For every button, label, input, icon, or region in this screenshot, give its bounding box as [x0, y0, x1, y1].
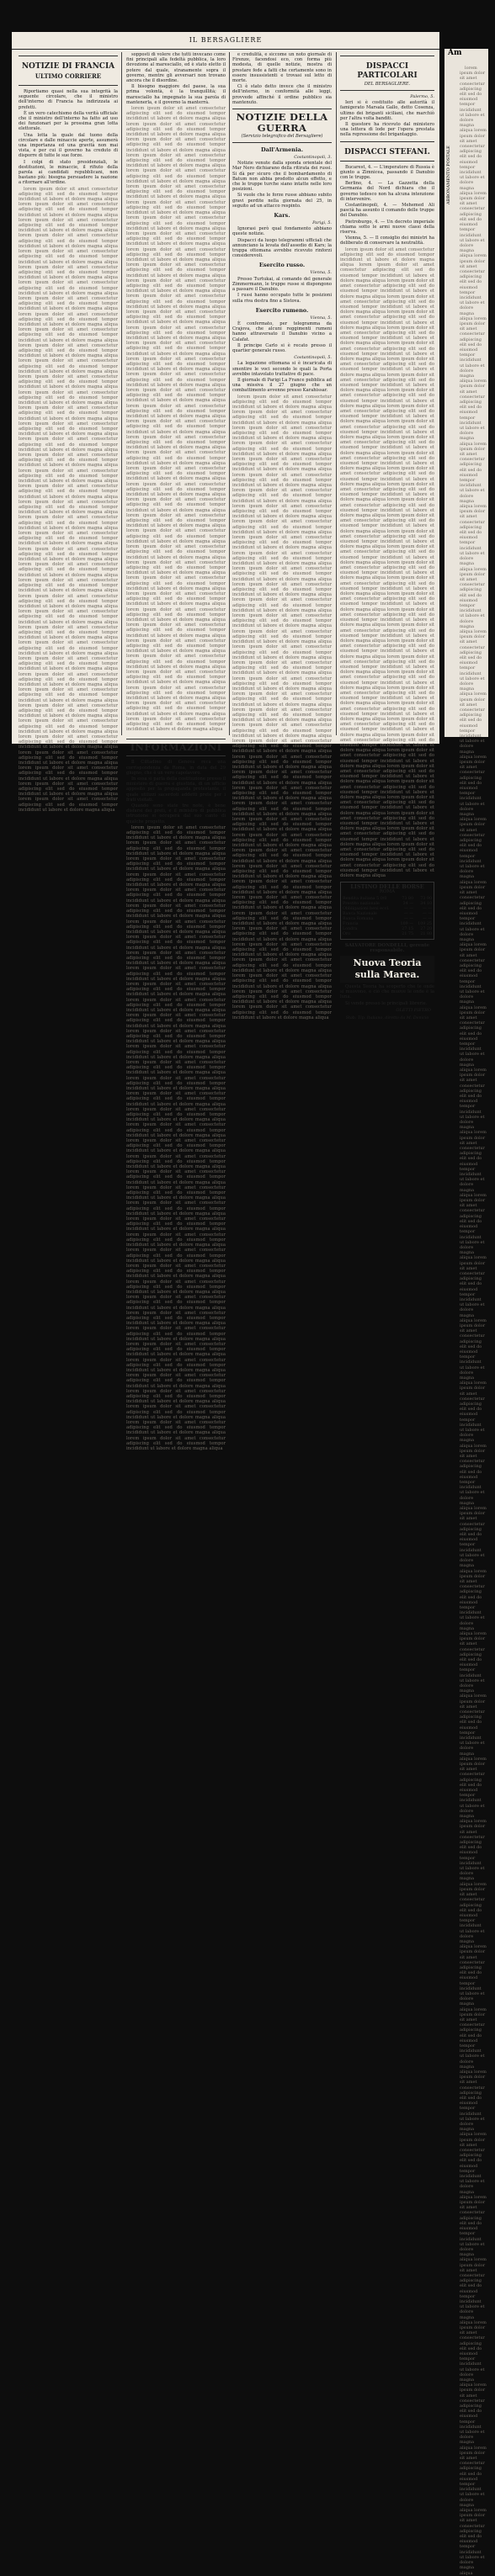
table-city: ROMA — [379, 889, 396, 895]
row-value: 21 75 — [402, 931, 413, 936]
row-value: 27 20 — [420, 926, 432, 931]
filler-text: lorem ipsum dolor sit amet consectetur adipiscing elit sed do eiusmod tempor incididunt ut labore et dolore magna aliqua lorem ipsum dolor sit amet consectetur adipiscing elit sed do eiusmod tempor incididunt ut labore et dolore magna aliqua lorem ipsum dolor sit amet consectetur adipiscing elit sed do eiusmod tempor incididunt ut labore et dolore magna aliqua lorem ipsum dolor sit amet consectetur adipiscing elit sed do eiusmod tempor incididunt ut labore et dolore magna aliqua lorem ipsum dolor sit amet consectetur adipiscing elit sed do eiusmod tempor incididunt ut labore et dolore magna aliqua lorem ipsum dolor sit amet consectetur adipiscing elit sed do eiusmod tempor incididunt ut labore et dolore magna aliqua lorem ipsum dolor sit amet consectetur adipiscing elit sed do eiusmod tempor incididunt ut labore et dolore magna aliqua lorem ipsum dolor sit amet consectetur adipiscing elit sed do eiusmod tempor incididunt ut labore et dolore magna aliqua lorem ipsum dolor sit amet consectetur adipiscing elit sed do eiusmod tempor incididunt ut labore et dolore magna aliqua lorem ipsum dolor sit amet consectetur adipiscing elit sed do eiusmod tempor incididunt ut labore et dolore magna aliqua lorem ipsum dolor sit amet consectetur adipiscing elit sed do eiusmod tempor incididunt ut labore et dolore magna aliqua lorem ipsum dolor sit amet consectetur adipiscing elit sed do eiusmod tempor incididunt ut labore et dolore magna aliqua lorem ipsum dolor sit amet consectetur adipiscing elit sed do eiusmod tempor incididunt ut labore et dolore magna aliqua lorem ipsum dolor sit amet consectetur adipiscing elit sed do eiusmod tempor incididunt ut labore et dolore magna aliqua lorem ipsum dolor sit amet consectetur adipiscing elit sed do eiusmod tempor incididunt ut labore et dolore magna aliqua lorem ipsum dolor sit amet consectetur adipiscing elit sed do eiusmod tempor incididunt ut labore et dolore magna aliqua lorem ipsum dolor sit amet consectetur adipiscing elit sed do eiusmod tempor incididunt ut labore et dolore magna aliqua lorem ipsum dolor sit amet consectetur adipiscing elit sed do eiusmod tempor incididunt ut labore et dolore magna aliqua lorem ipsum dolor sit amet consectetur adipiscing elit sed do eiusmod tempor incididunt ut labore et dolore magna aliqua lorem ipsum dolor sit amet consectetur adipiscing elit sed do eiusmod tempor incididunt ut labore et dolore magna aliqua lorem ipsum dolor sit amet consectetur adipiscing elit sed do eiusmod tempor incididunt ut labore et dolore magna aliqua lorem ipsum dolor sit amet consectetur adipiscing elit sed do eiusmod tempor incididunt ut labore et dolore magna aliqua lorem ipsum dolor sit amet consectetur adipiscing elit sed do eiusmod tempor incididunt ut labore et dolore magna aliqua lorem ipsum dolor sit amet consectetur adipiscing elit sed do eiusmod tempor incididunt ut labore et dolore magna aliqua lorem ipsum dolor sit amet consectetur adipiscing elit sed do eiusmod tempor incididunt ut labore et dolore magna aliqua lorem ipsum dolor sit amet consectetur adipiscing elit sed do eiusmod tempor incididunt ut labore et dolore magna aliqua lorem ipsum dolor sit amet consectetur adipiscing elit sed do eiusmod tempor incididunt ut labore et dolore magna aliqua lorem ipsum dolor sit amet consectetur adipiscing elit sed do eiusmod tempor incididunt ut labore et dolore magna aliqua lorem ipsum dolor sit amet consectetur adipiscing elit sed do eiusmod tempor incididunt ut labore et dolore magna aliqua lorem ipsum dolor sit amet consectetur adipiscing elit sed do eiusmod tempor incididunt ut labore et dolore magna aliqua lorem ipsum dolor sit amet consectetur adipiscing elit sed do eiusmod tempor incididunt ut labore et dolore magna aliqua lorem ipsum dolor sit amet consectetur adipiscing elit sed do eiusmod tempor incididunt ut labore et dolore magna aliqua lorem ipsum dolor sit amet consectetur adipiscing elit sed do eiusmod tempor incididunt ut labore et dolore magna aliqua lorem ipsum dolor sit amet consectetur adipiscing elit sed do eiusmod tempor incididunt ut labore et dolore magna aliqua lorem ipsum dolor sit amet consectetur adipiscing elit sed do eiusmod tempor incididunt ut labore et dolore magna aliqua lorem ipsum dolor sit amet consectetur adipiscing elit sed do eiusmod tempor incididunt ut labore et dolore magna aliqua lorem ipsum dolor sit amet consectetur adipiscing elit sed do eiusmod tempor incididunt ut labore et dolore magna aliqua lorem ipsum dolor sit amet consectetur adipiscing elit sed do eiusmod tempor incididunt ut labore et dolore magna aliqua lorem ipsum dolor sit amet consectetur adipiscing elit sed do eiusmod tempor incididunt ut labore et dolore magna aliqua lorem ipsum dolor sit amet consectetur adipiscing elit sed do eiusmod tempor incididunt ut labore et dolore magna aliqua — [126, 106, 226, 733]
dateline: Costantinopoli, 5. — [294, 355, 332, 361]
section-title: DISPACCI PARTICOLARI — [357, 62, 418, 80]
column-rule — [121, 52, 122, 735]
column-3 — [232, 52, 332, 1020]
subheading: Dall'Armenia. — [261, 146, 303, 154]
section-heading-box — [340, 141, 434, 162]
row-label: Rendita italiana 5 0/0 — [343, 896, 387, 901]
section-subtitle: DEL BERSAGLIERE. — [364, 82, 411, 87]
article-paragraph: e credulità, e siccome un noto giornale di Firenze, facendosi eco, con forma più modesta, di quelle notizie, mostra di prestare fede a fatti che certamente sono in essere insussistenti e trovasi sul letto di morte. — [232, 52, 332, 84]
masthead-title: IL BERSAGLIERE — [189, 36, 263, 44]
article-paragraph: Bucarest, 4. — L'imperatore di Russia è giunto a Zimnicea, passando il Danubio con le truppe. — [340, 164, 434, 181]
stock-listing-table — [340, 882, 434, 939]
article-paragraph: Berlino, 4. — La Gazzetta della Germania del Nord dichiara che il governo tedesco non ha alcuna intenzione di intervenire. — [340, 181, 434, 202]
table-title: LISTINO DELLE BORSE — [350, 883, 424, 891]
dateline: Palermo, 5. — [410, 94, 434, 99]
row-label: Londra — [343, 926, 358, 931]
article-paragraph: Costantinopoli, 4. — Mehemed Ali pascià ha assunto il comando delle truppe del Danubio. — [340, 203, 434, 219]
column-rule — [229, 52, 230, 735]
row-value: — — — [422, 916, 432, 921]
article-paragraph: Quando sono state tre note, è bene disfarsi dei preti, e il ministro di pubblica istruzione si occuperà dal suo canto di qualche progetto. — [126, 803, 226, 824]
row-value: 34 — — [402, 901, 413, 906]
table-row — [343, 932, 432, 937]
dateline: Vienna, 5. — [310, 315, 332, 321]
dateline: Vienna, 5. — [310, 270, 332, 276]
article-paragraph: sopposti di volere che tutti invecano come fini principali alla fedeltà pubblica, la loro devozione al maresciallo, ed è stato eletto il potere dal quale, stranamente sopra il governo, mentre gli avversari non trovano ancora che il disordine. — [126, 52, 226, 84]
article-paragraph: Pietroburgo, 4. — Un decreto imperiale chiama sotto le armi nuove classi della riserva. — [340, 219, 434, 236]
row-value: — — — [403, 916, 413, 921]
article-paragraph: Il giornale di Parigi La France pubblica ad una missiva il 27 giugno che un combattimento avvenne presso Karahissar. — [232, 377, 332, 394]
printer-imprint: Stab. Tip. Italiano, diretto da M. Denicio — [345, 1016, 429, 1021]
section-title: DISPACCI STEFANI. — [344, 147, 430, 156]
filler-text: lorem ipsum dolor sit amet consectetur adipiscing elit sed do eiusmod tempor incididunt ut labore et dolore magna aliqua lorem ipsum dolor sit amet consectetur adipiscing elit sed do eiusmod tempor incididunt ut labore et dolore magna aliqua lorem ipsum dolor sit amet consectetur adipiscing elit sed do eiusmod tempor incididunt ut labore et dolore magna aliqua lorem ipsum dolor sit amet consectetur adipiscing elit sed do eiusmod tempor incididunt ut labore et dolore magna aliqua lorem ipsum dolor sit amet consectetur adipiscing elit sed do eiusmod tempor incididunt ut labore et dolore magna aliqua lorem ipsum dolor sit amet consectetur adipiscing elit sed do eiusmod tempor incididunt ut labore et dolore magna aliqua lorem ipsum dolor sit amet consectetur adipiscing elit sed do eiusmod tempor incididunt ut labore et dolore magna aliqua lorem ipsum dolor sit amet consectetur adipiscing elit sed do eiusmod tempor incididunt ut labore et dolore magna aliqua lorem ipsum dolor sit amet consectetur adipiscing elit sed do eiusmod tempor incididunt ut labore et dolore magna aliqua lorem ipsum dolor sit amet consectetur adipiscing elit sed do eiusmod tempor incididunt ut labore et dolore magna aliqua lorem ipsum dolor sit amet consectetur adipiscing elit sed do eiusmod tempor incididunt ut labore et dolore magna aliqua lorem ipsum dolor sit amet consectetur adipiscing elit sed do eiusmod tempor incididunt ut labore et dolore magna aliqua lorem ipsum dolor sit amet consectetur adipiscing elit sed do eiusmod tempor incididunt ut labore et dolore magna aliqua lorem ipsum dolor sit amet consectetur adipiscing elit sed do eiusmod tempor incididunt ut labore et dolore magna aliqua lorem ipsum dolor sit amet consectetur adipiscing elit sed do eiusmod tempor incididunt ut labore et dolore magna aliqua lorem ipsum dolor sit amet consectetur adipiscing elit sed do eiusmod tempor incididunt ut labore et dolore magna aliqua lorem ipsum dolor sit amet consectetur adipiscing elit sed do eiusmod tempor incididunt ut labore et dolore magna aliqua lorem ipsum dolor sit amet consectetur adipiscing elit sed do eiusmod tempor incididunt ut labore et dolore magna aliqua lorem ipsum dolor sit amet consectetur adipiscing elit sed do eiusmod tempor incididunt ut labore et dolore magna aliqua lorem ipsum dolor sit amet consectetur adipiscing elit sed do eiusmod tempor incididunt ut labore et dolore magna aliqua lorem ipsum dolor sit amet consectetur adipiscing elit sed do eiusmod tempor incididunt ut labore et dolore magna aliqua lorem ipsum dolor sit amet consectetur adipiscing elit sed do eiusmod tempor incididunt ut labore et dolore magna aliqua lorem ipsum dolor sit amet consectetur adipiscing elit sed do eiusmod tempor incididunt ut labore et dolore magna aliqua lorem ipsum dolor sit amet consectetur adipiscing elit sed do eiusmod tempor incididunt ut labore et dolore magna aliqua lorem ipsum dolor sit amet consectetur adipiscing elit sed do eiusmod tempor incididunt ut labore et dolore magna aliqua lorem ipsum dolor sit amet consectetur adipiscing elit sed do eiusmod tempor incididunt ut labore et dolore magna aliqua lorem ipsum dolor sit amet consectetur adipiscing elit sed do eiusmod tempor incididunt ut labore et dolore magna aliqua lorem ipsum dolor sit amet consectetur adipiscing elit sed do eiusmod tempor incididunt ut labore et dolore magna aliqua lorem ipsum dolor sit amet consectetur adipiscing elit sed do eiusmod tempor incididunt ut labore et dolore magna aliqua lorem ipsum dolor sit amet consectetur adipiscing elit sed do eiusmod tempor incididunt ut labore et dolore magna aliqua lorem ipsum dolor sit amet consectetur adipiscing elit sed do eiusmod tempor incididunt ut labore et dolore magna aliqua lorem ipsum dolor sit amet consectetur adipiscing elit sed do eiusmod tempor incididunt ut labore et dolore magna aliqua lorem ipsum dolor sit amet consectetur adipiscing elit sed do eiusmod tempor incididunt ut labore et dolore magna aliqua lorem ipsum dolor sit amet consectetur adipiscing elit sed do eiusmod tempor incididunt ut labore et dolore magna aliqua lorem ipsum dolor sit amet consectetur adipiscing elit sed do eiusmod tempor incididunt ut labore et dolore magna aliqua lorem ipsum dolor sit amet consectetur adipiscing elit sed do eiusmod tempor incididunt ut labore et dolore magna aliqua lorem ipsum dolor sit amet consectetur adipiscing elit sed do eiusmod tempor incididunt ut labore et dolore magna aliqua lorem ipsum dolor sit amet consectetur adipiscing elit sed do eiusmod tempor incididunt ut labore et dolore magna aliqua lorem ipsum dolor sit amet consectetur adipiscing elit sed do eiusmod tempor incididunt ut labore et dolore magna aliqua lorem ipsum dolor sit amet consectetur adipiscing elit sed do eiusmod tempor incididunt ut labore et dolore magna aliqua — [232, 394, 332, 1020]
row-label: Prestito nazionale — [343, 901, 380, 906]
row-value: 109 — — [400, 921, 413, 926]
row-value: 109 25 — [418, 921, 432, 926]
article-paragraph: È un vero catechismo della verità ufficiale che il ministro dell'interno ha fatto ad uso dei funzionari per la prossima gran lotta elettorale. — [19, 110, 118, 132]
row-value: — — — [403, 906, 413, 911]
section-title: NOTIZIE DELLA GUERRA — [236, 111, 328, 135]
row-label: Francia — [343, 921, 359, 926]
section-subtitle: (Servizio telegrafico del Bersagliere) — [241, 134, 323, 140]
article-paragraph: Si vuole che le forze russe abbiano subito gravi perdite nella giornata del 25, in seguito ad un attacco respinto. — [232, 193, 332, 209]
article-paragraph: Il principe Carlo si è recato presso il quartier generale russo. — [232, 342, 332, 353]
section-heading-box — [19, 56, 118, 86]
article-paragraph: I colpi di stato presidenziali, le destituzioni, le minaccie, il rifiuto della parola ai candidati repubblicani, non bastano più: bisogna persuadere la nazione a ritornare all'ordine. — [19, 159, 118, 186]
column-rule — [336, 52, 337, 735]
ad-paragraph: Questa Teoria ha scoperto che le onde si muovono, e ciò che muove le onde è la luna. — [340, 984, 434, 1000]
newspaper-page — [12, 32, 439, 1452]
ad-paragraph: Si vende presso le principali librerie. — [345, 1000, 428, 1006]
article-paragraph: Ieri si è costituito alle autorità il famigerato Marsala Gallo, detto Cosenza, ultimo dei briganti siciliani, che marchiò per l'altra volta banditi. — [340, 100, 434, 121]
subheading: Esercito rumeno. — [255, 306, 309, 314]
signer-line: SALVATORE DONDELLI, gerente responsabile. — [344, 942, 430, 953]
filler-text: lorem ipsum dolor sit amet consectetur adipiscing elit sed do eiusmod tempor incididunt ut labore et dolore magna aliqua lorem ipsum dolor sit amet consectetur adipiscing elit sed do eiusmod tempor incididunt ut labore et dolore magna aliqua lorem ipsum dolor sit amet consectetur adipiscing elit sed do eiusmod tempor incididunt ut labore et dolore magna aliqua lorem ipsum dolor sit amet consectetur adipiscing elit sed do eiusmod tempor incididunt ut labore et dolore magna aliqua lorem ipsum dolor sit amet consectetur adipiscing elit sed do eiusmod tempor incididunt ut labore et dolore magna aliqua lorem ipsum dolor sit amet consectetur adipiscing elit sed do eiusmod tempor incididunt ut labore et dolore magna aliqua lorem ipsum dolor sit amet consectetur adipiscing elit sed do eiusmod tempor incididunt ut labore et dolore magna aliqua lorem ipsum dolor sit amet consectetur adipiscing elit sed do eiusmod tempor incididunt ut labore et dolore magna aliqua lorem ipsum dolor sit amet consectetur adipiscing elit sed do eiusmod tempor incididunt ut labore et dolore magna aliqua lorem ipsum dolor sit amet consectetur adipiscing elit sed do eiusmod tempor incididunt ut labore et dolore magna aliqua lorem ipsum dolor sit amet consectetur adipiscing elit sed do eiusmod tempor incididunt ut labore et dolore magna aliqua lorem ipsum dolor sit amet consectetur adipiscing elit sed do eiusmod tempor incididunt ut labore et dolore magna aliqua lorem ipsum dolor sit amet consectetur adipiscing elit sed do eiusmod tempor incididunt ut labore et dolore magna aliqua lorem ipsum dolor sit amet consectetur adipiscing elit sed do eiusmod tempor incididunt ut labore et dolore magna aliqua lorem ipsum dolor sit amet consectetur adipiscing elit sed do eiusmod tempor incididunt ut labore et dolore magna aliqua lorem ipsum dolor sit amet consectetur adipiscing elit sed do eiusmod tempor incididunt ut labore et dolore magna aliqua lorem ipsum dolor sit amet consectetur adipiscing elit sed do eiusmod tempor incididunt ut labore et dolore magna aliqua lorem ipsum dolor sit amet consectetur adipiscing elit sed do eiusmod tempor incididunt ut labore et dolore magna aliqua lorem ipsum dolor sit amet consectetur adipiscing elit sed do eiusmod tempor incididunt ut labore et dolore magna aliqua lorem ipsum dolor sit amet consectetur adipiscing elit sed do eiusmod tempor incididunt ut labore et dolore magna aliqua lorem ipsum dolor sit amet consectetur adipiscing elit sed do eiusmod tempor incididunt ut labore et dolore magna aliqua lorem ipsum dolor sit amet consectetur adipiscing elit sed do eiusmod tempor incididunt ut labore et dolore magna aliqua lorem ipsum dolor sit amet consectetur adipiscing elit sed do eiusmod tempor incididunt ut labore et dolore magna aliqua lorem ipsum dolor sit amet consectetur adipiscing elit sed do eiusmod tempor incididunt ut labore et dolore magna aliqua lorem ipsum dolor sit amet consectetur adipiscing elit sed do eiusmod tempor incididunt ut labore et dolore magna aliqua lorem ipsum dolor sit amet consectetur adipiscing elit sed do eiusmod tempor incididunt ut labore et dolore magna aliqua lorem ipsum dolor sit amet consectetur adipiscing elit sed do eiusmod tempor incididunt ut labore et dolore magna aliqua lorem ipsum dolor sit amet consectetur adipiscing elit sed do eiusmod tempor incididunt ut labore et dolore magna aliqua lorem ipsum dolor sit amet consectetur adipiscing elit sed do eiusmod tempor incididunt ut labore et dolore magna aliqua lorem ipsum dolor sit amet consectetur adipiscing elit sed do eiusmod tempor incididunt ut labore et dolore magna aliqua lorem ipsum dolor sit amet consectetur adipiscing elit sed do eiusmod tempor incididunt ut labore et dolore magna aliqua lorem ipsum dolor sit amet consectetur adipiscing elit sed do eiusmod tempor incididunt ut labore et dolore magna aliqua lorem ipsum dolor sit amet consectetur adipiscing elit sed do eiusmod tempor incididunt ut labore et dolore magna aliqua lorem ipsum dolor sit amet consectetur adipiscing elit sed do eiusmod tempor incididunt ut labore et dolore magna aliqua lorem ipsum dolor sit amet consectetur adipiscing elit sed do eiusmod tempor incididunt ut labore et dolore magna aliqua lorem ipsum dolor sit amet consectetur adipiscing elit sed do eiusmod tempor incididunt ut labore et dolore magna aliqua lorem ipsum dolor sit amet consectetur adipiscing elit sed do eiusmod tempor incididunt ut labore et dolore magna aliqua lorem ipsum dolor sit amet consectetur adipiscing elit sed do eiusmod tempor incididunt ut labore et dolore magna aliqua lorem ipsum dolor sit amet consectetur adipiscing elit sed do eiusmod tempor incididunt ut labore et dolore magna aliqua lorem ipsum dolor sit amet consectetur adipiscing elit sed do eiusmod tempor incididunt ut labore et dolore magna aliqua — [19, 186, 118, 813]
article-paragraph: Il bisogno maggiore del paese, la sua prima volontà, è la tranquillità; il maresciallo ha impegnato la sua parola di mantenerla, e il governo la manterrà. — [126, 84, 226, 105]
row-value: 27 15 — [402, 926, 413, 931]
section-heading-box — [340, 56, 434, 91]
article-paragraph: Dispacci da luogo telegrammi ufficiali che annunciano la levata dell'assedio di Kars; la truppa ottomana avrebbe ricevuto rinforzi considerevoli. — [232, 237, 332, 259]
adjacent-page-fragment — [444, 49, 488, 2576]
section-heading-box — [232, 109, 332, 143]
row-label: Obbligazioni beni eccl. — [343, 906, 390, 911]
row-value: — — — [422, 906, 432, 911]
row-value: 73 80 — [402, 896, 413, 901]
article-paragraph: Presso Turtukai, al comando del generale Zimmermann, le truppe russe si dispongono a passare il Danubio. — [232, 276, 332, 293]
table-body — [343, 897, 432, 937]
article-paragraph: In essa si parla della costituzione presso il ministero di guerra e giustizia, di un ufficio apposito per la propaganda protestante, il quale utilizzi sacerdoti addetti prete per i frati visitati. — [126, 777, 226, 803]
page-header — [12, 32, 439, 50]
section-heading-box — [126, 739, 226, 756]
section-title: INFORMAZIONI — [130, 741, 222, 754]
row-label: Oro — [343, 931, 351, 936]
column-4 — [340, 52, 434, 1021]
row-value: — — — [403, 911, 413, 916]
article-paragraph: Notizie venute dalla sponda orientale del Mar Nero dichiarano della ritirata dei russi. Si dà per sicuro che il bombardamento di Batum non abbia prodotto alcun effetto, e che le truppe turche siano intatte nelle loro posizioni. — [232, 161, 332, 193]
advertisement-title: Nuova Teoria sulla Marea. — [340, 956, 434, 983]
adjacent-page-vertical-label: ABBONAMENTO POSTALE — [446, 146, 451, 204]
dateline: Costantinopoli, 3. — [294, 155, 332, 161]
filler-text: lorem ipsum dolor sit amet consectetur adipiscing elit sed do eiusmod tempor incididunt ut labore et dolore magna aliqua lorem ipsum dolor sit amet consectetur adipiscing elit sed do eiusmod tempor incididunt ut labore et dolore magna aliqua lorem ipsum dolor sit amet consectetur adipiscing elit sed do eiusmod tempor incididunt ut labore et dolore magna aliqua lorem ipsum dolor sit amet consectetur adipiscing elit sed do eiusmod tempor incididunt ut labore et dolore magna aliqua lorem ipsum dolor sit amet consectetur adipiscing elit sed do eiusmod tempor incididunt ut labore et dolore magna aliqua lorem ipsum dolor sit amet consectetur adipiscing elit sed do eiusmod tempor incididunt ut labore et dolore magna aliqua lorem ipsum dolor sit amet consectetur adipiscing elit sed do eiusmod tempor incididunt ut labore et dolore magna aliqua lorem ipsum dolor sit amet consectetur adipiscing elit sed do eiusmod tempor incididunt ut labore et dolore magna aliqua lorem ipsum dolor sit amet consectetur adipiscing elit sed do eiusmod tempor incididunt ut labore et dolore magna aliqua lorem ipsum dolor sit amet consectetur adipiscing elit sed do eiusmod tempor incididunt ut labore et dolore magna aliqua lorem ipsum dolor sit amet consectetur adipiscing elit sed do eiusmod tempor incididunt ut labore et dolore magna aliqua lorem ipsum dolor sit amet consectetur adipiscing elit sed do eiusmod tempor incididunt ut labore et dolore magna aliqua lorem ipsum dolor sit amet consectetur adipiscing elit sed do eiusmod tempor incididunt ut labore et dolore magna aliqua lorem ipsum dolor sit amet consectetur adipiscing elit sed do eiusmod tempor incididunt ut labore et dolore magna aliqua lorem ipsum dolor sit amet consectetur adipiscing elit sed do eiusmod tempor incididunt ut labore et dolore magna aliqua lorem ipsum dolor sit amet consectetur adipiscing elit sed do eiusmod tempor incididunt ut labore et dolore magna aliqua lorem ipsum dolor sit amet consectetur adipiscing elit sed do eiusmod tempor incididunt ut labore et dolore magna aliqua lorem ipsum dolor sit amet consectetur adipiscing elit sed do eiusmod tempor incididunt ut labore et dolore magna aliqua lorem ipsum dolor sit amet consectetur adipiscing elit sed do eiusmod tempor incididunt ut labore et dolore magna aliqua lorem ipsum dolor sit amet consectetur adipiscing elit sed do eiusmod tempor incididunt ut labore et dolore magna aliqua lorem ipsum dolor sit amet consectetur adipiscing elit sed do eiusmod tempor incididunt ut labore et dolore magna aliqua lorem ipsum dolor sit amet consectetur adipiscing elit sed do eiusmod tempor incididunt ut labore et dolore magna aliqua lorem ipsum dolor sit amet consectetur adipiscing elit sed do eiusmod tempor incididunt ut labore et dolore magna aliqua lorem ipsum dolor sit amet consectetur adipiscing elit sed do eiusmod tempor incididunt ut labore et dolore magna aliqua lorem ipsum dolor sit amet consectetur adipiscing elit sed do eiusmod tempor incididunt ut labore et dolore magna aliqua lorem ipsum dolor sit amet consectetur adipiscing elit sed do eiusmod tempor incididunt ut labore et dolore magna aliqua lorem ipsum dolor sit amet consectetur adipiscing elit sed do eiusmod tempor incididunt ut labore et dolore magna aliqua lorem ipsum dolor sit amet consectetur adipiscing elit sed do eiusmod tempor incididunt ut labore et dolore magna aliqua lorem ipsum dolor sit amet consectetur adipiscing elit sed do eiusmod tempor incididunt ut labore et dolore magna aliqua lorem ipsum dolor sit amet consectetur adipiscing elit sed do eiusmod tempor incididunt ut labore et dolore magna aliqua lorem ipsum dolor sit amet consectetur adipiscing elit sed do eiusmod tempor incididunt ut labore et dolore magna aliqua lorem ipsum dolor sit amet consectetur adipiscing elit sed do eiusmod tempor incididunt ut labore et dolore magna aliqua lorem ipsum dolor sit amet consectetur adipiscing elit sed do eiusmod tempor incididunt ut labore et dolore magna aliqua lorem ipsum dolor sit amet consectetur adipiscing elit sed do eiusmod tempor incididunt ut labore et dolore magna aliqua lorem ipsum dolor sit amet consectetur adipiscing elit sed do eiusmod tempor incididunt ut labore et dolore magna aliqua lorem ipsum dolor sit amet consectetur adipiscing elit sed do eiusmod tempor incididunt ut labore et dolore magna aliqua lorem ipsum dolor sit amet consectetur adipiscing elit sed do eiusmod tempor incididunt ut labore et dolore magna aliqua lorem ipsum dolor sit amet consectetur adipiscing elit sed do eiusmod tempor incididunt ut labore et dolore magna aliqua lorem ipsum dolor sit amet consectetur adipiscing elit sed do eiusmod tempor incididunt ut labore et dolore magna aliqua lorem ipsum dolor sit amet consectetur adipiscing elit sed do eiusmod tempor incididunt ut labore et dolore magna aliqua — [126, 824, 226, 1452]
section-title: NOTIZIE DI FRANCIA — [21, 62, 115, 71]
row-value: 34 10 — [420, 901, 432, 906]
article-paragraph: I russi hanno occupato tutte le posizioni sulla riva destra fino a Sistova. — [232, 293, 332, 304]
article-paragraph: È confermato, per telegramma da Crajova, che alcuni reggimenti rumeni hanno attraversato il Danubio vicino a Calafat. — [232, 321, 332, 342]
article-paragraph: Ignorasi però qual fondamento abbiano queste notizie. — [232, 226, 332, 237]
article-paragraph: Una lotta la quale dal tuono della circolare e dalle minaccie aperte, assumerà una importanza ed una gravità non mai vista, e per cui il governo ha creduto di disporre di tutte le sue forze. — [19, 132, 118, 159]
subheading: Kars. — [274, 212, 290, 220]
article-paragraph: Riportiamo quasi nella sua integrità la seguente circolare, che il ministro dell'interno di Francia ha indirizzata ai prefetti. — [19, 89, 118, 110]
adjacent-page-heading: Am — [448, 49, 462, 57]
column-2 — [126, 52, 226, 1452]
article-paragraph: Vienna, 5. — Il consiglio dei ministri ha deliberato di conservare la neutralità. — [340, 236, 434, 246]
row-value: 21 80 — [420, 931, 432, 936]
row-value: — — — [422, 911, 432, 916]
section-subtitle: ULTIMO CORRIERE — [35, 72, 102, 80]
ad-signature: OLETTI PIETRO — [396, 1007, 431, 1013]
row-label: Banca Romana — [343, 916, 374, 921]
article-paragraph: Il questore ha ricevuto dal ministero una lettera di lode per l'opera prestata nella repressione del brigantaggio. — [340, 122, 434, 138]
article-paragraph: Ci è stato detto invece che il ministro dell'interno, in conformità alle leggi, provvede affinché il ordine pubblico sia mantenuto. — [232, 84, 332, 105]
filler-text: lorem ipsum dolor sit amet consectetur adipiscing elit sed do eiusmod tempor incididunt ut labore et dolore magna aliqua lorem ipsum dolor sit amet consectetur adipiscing elit sed do eiusmod tempor incididunt ut labore et dolore magna aliqua lorem ipsum dolor sit amet consectetur adipiscing elit sed do eiusmod tempor incididunt ut labore et dolore magna aliqua lorem ipsum dolor sit amet consectetur adipiscing elit sed do eiusmod tempor incididunt ut labore et dolore magna aliqua lorem ipsum dolor sit amet consectetur adipiscing elit sed do eiusmod tempor incididunt ut labore et dolore magna aliqua lorem ipsum dolor sit amet consectetur adipiscing elit sed do eiusmod tempor incididunt ut labore et dolore magna aliqua lorem ipsum dolor sit amet consectetur adipiscing elit sed do eiusmod tempor incididunt ut labore et dolore magna aliqua lorem ipsum dolor sit amet consectetur adipiscing elit sed do eiusmod tempor incididunt ut labore et dolore magna aliqua lorem ipsum dolor sit amet consectetur adipiscing elit sed do eiusmod tempor incididunt ut labore et dolore magna aliqua lorem ipsum dolor sit amet consectetur adipiscing elit sed do eiusmod tempor incididunt ut labore et dolore magna aliqua lorem ipsum dolor sit amet consectetur adipiscing elit sed do eiusmod tempor incididunt ut labore et dolore magna aliqua lorem ipsum dolor sit amet consectetur adipiscing elit sed do eiusmod tempor incididunt ut labore et dolore magna aliqua lorem ipsum dolor sit amet consectetur adipiscing elit sed do eiusmod tempor incididunt ut labore et dolore magna aliqua lorem ipsum dolor sit amet consectetur adipiscing elit sed do eiusmod tempor incididunt ut labore et dolore magna aliqua lorem ipsum dolor sit amet consectetur adipiscing elit sed do eiusmod tempor incididunt ut labore et dolore magna aliqua lorem ipsum dolor sit amet consectetur adipiscing elit sed do eiusmod tempor incididunt ut labore et dolore magna aliqua lorem ipsum dolor sit amet consectetur adipiscing elit sed do eiusmod tempor incididunt ut labore et dolore magna aliqua lorem ipsum dolor sit amet consectetur adipiscing elit sed do eiusmod tempor incididunt ut labore et dolore magna aliqua lorem ipsum dolor sit amet consectetur adipiscing elit sed do eiusmod tempor incididunt ut labore et dolore magna aliqua lorem ipsum dolor sit amet consectetur adipiscing elit sed do eiusmod tempor incididunt ut labore et dolore magna aliqua lorem ipsum dolor sit amet consectetur adipiscing elit sed do eiusmod tempor incididunt ut labore et dolore magna aliqua lorem ipsum dolor sit amet consectetur adipiscing elit sed do eiusmod tempor incididunt ut labore et dolore magna aliqua lorem ipsum dolor sit amet consectetur adipiscing elit sed do eiusmod tempor incididunt ut labore et dolore magna aliqua lorem ipsum dolor sit amet consectetur adipiscing elit sed do eiusmod tempor incididunt ut labore et dolore magna aliqua lorem ipsum dolor sit amet consectetur adipiscing elit sed do eiusmod tempor incididunt ut labore et dolore magna aliqua lorem ipsum dolor sit amet consectetur adipiscing elit sed do eiusmod tempor incididunt ut labore et dolore magna aliqua lorem ipsum dolor sit amet consectetur adipiscing elit sed do eiusmod tempor incididunt ut labore et dolore magna aliqua lorem ipsum dolor sit amet consectetur adipiscing elit sed do eiusmod tempor incididunt ut labore et dolore magna aliqua lorem ipsum dolor sit amet consectetur adipiscing elit sed do eiusmod tempor incididunt ut labore et dolore magna aliqua lorem ipsum dolor sit amet consectetur adipiscing elit sed do eiusmod tempor incididunt ut labore et dolore magna aliqua lorem ipsum dolor sit amet consectetur adipiscing elit sed do eiusmod tempor incididunt ut labore et dolore magna aliqua lorem ipsum dolor sit amet consectetur adipiscing elit sed do eiusmod tempor incididunt ut labore et dolore magna aliqua lorem ipsum dolor sit amet consectetur adipiscing elit sed do eiusmod tempor incididunt ut labore et dolore magna aliqua lorem ipsum dolor sit amet consectetur adipiscing elit sed do eiusmod tempor incididunt ut labore et dolore magna aliqua lorem ipsum dolor sit amet consectetur adipiscing elit sed do eiusmod tempor incididunt ut labore et dolore magna aliqua lorem ipsum dolor sit amet consectetur adipiscing elit sed do eiusmod tempor incididunt ut labore et dolore magna aliqua lorem ipsum dolor sit amet consectetur adipiscing elit sed do eiusmod tempor incididunt ut labore et dolore magna aliqua lorem ipsum dolor sit amet consectetur adipiscing elit sed do eiusmod tempor incididunt ut labore et dolore magna aliqua lorem ipsum dolor sit amet consectetur adipiscing elit sed do eiusmod tempor incididunt ut labore et dolore magna aliqua lorem ipsum dolor sit amet consectetur adipiscing elit sed do eiusmod tempor incididunt ut labore et dolore magna aliqua — [340, 246, 434, 879]
column-1 — [19, 52, 118, 813]
dateline: Parigi, 5. — [312, 220, 332, 226]
row-label: Banca Nazionale — [343, 911, 377, 916]
article-paragraph: Il Cittadino di Genova reca una corrispondenza da Roma, in data del 29 giugno, che è un vero capolavoro. — [126, 760, 226, 776]
row-value: 73 90 — [420, 896, 432, 901]
subheading: Esercito russo. — [258, 262, 306, 269]
filler-text: lorem ipsum dolor sit amet consectetur adipiscing elit sed do eiusmod tempor incididunt ut labore et dolore magna aliqua lorem ipsum dolor sit amet consectetur adipiscing elit sed do eiusmod tempor incididunt ut labore et dolore magna aliqua lorem ipsum dolor sit amet consectetur adipiscing elit sed do eiusmod tempor incididunt ut labore et dolore magna aliqua lorem ipsum dolor sit amet consectetur adipiscing elit sed do eiusmod tempor incididunt ut labore et dolore magna aliqua lorem ipsum dolor sit amet consectetur adipiscing elit sed do eiusmod tempor incididunt ut labore et dolore magna aliqua lorem ipsum dolor sit amet consectetur adipiscing elit sed do eiusmod tempor incididunt ut labore et dolore magna aliqua lorem ipsum dolor sit amet consectetur adipiscing elit sed do eiusmod tempor incididunt ut labore et dolore magna aliqua lorem ipsum dolor sit amet consectetur adipiscing elit sed do eiusmod tempor incididunt ut labore et dolore magna aliqua lorem ipsum dolor sit amet consectetur adipiscing elit sed do eiusmod tempor incididunt ut labore et dolore magna aliqua lorem ipsum dolor sit amet consectetur adipiscing elit sed do eiusmod tempor incididunt ut labore et dolore magna aliqua lorem ipsum dolor sit amet consectetur adipiscing elit sed do eiusmod tempor incididunt ut labore et dolore magna aliqua lorem ipsum dolor sit amet consectetur adipiscing elit sed do eiusmod tempor incididunt ut labore et dolore magna aliqua lorem ipsum dolor sit amet consectetur adipiscing elit sed do eiusmod tempor incididunt ut labore et dolore magna aliqua lorem ipsum dolor sit amet consectetur adipiscing elit sed do eiusmod tempor incididunt ut labore et dolore magna aliqua lorem ipsum dolor sit amet consectetur adipiscing elit sed do eiusmod tempor incididunt ut labore et dolore magna aliqua lorem ipsum dolor sit amet consectetur adipiscing elit sed do eiusmod tempor incididunt ut labore et dolore magna aliqua lorem ipsum dolor sit amet consectetur adipiscing elit sed do eiusmod tempor incididunt ut labore et dolore magna aliqua lorem ipsum dolor sit amet consectetur adipiscing elit sed do eiusmod tempor incididunt ut labore et dolore magna aliqua lorem ipsum dolor sit amet consectetur adipiscing elit sed do eiusmod tempor incididunt ut labore et dolore magna aliqua lorem ipsum dolor sit amet consectetur adipiscing elit sed do eiusmod tempor incididunt ut labore et dolore magna aliqua lorem ipsum dolor sit amet consectetur adipiscing elit sed do eiusmod tempor incididunt ut labore et dolore magna aliqua lorem ipsum dolor sit amet consectetur adipiscing elit sed do eiusmod tempor incididunt ut labore et dolore magna aliqua lorem ipsum dolor sit amet consectetur adipiscing elit sed do eiusmod tempor incididunt ut labore et dolore magna aliqua lorem ipsum dolor sit amet consectetur adipiscing elit sed do eiusmod tempor incididunt ut labore et dolore magna aliqua lorem ipsum dolor sit amet consectetur adipiscing elit sed do eiusmod tempor incididunt ut labore et dolore magna aliqua lorem ipsum dolor sit amet consectetur adipiscing elit sed do eiusmod tempor incididunt ut labore et dolore magna aliqua lorem ipsum dolor sit amet consectetur adipiscing elit sed do eiusmod tempor incididunt ut labore et dolore magna aliqua lorem ipsum dolor sit amet consectetur adipiscing elit sed do eiusmod tempor incididunt ut labore et dolore magna aliqua lorem ipsum dolor sit amet consectetur adipiscing elit sed do eiusmod tempor incididunt ut labore et dolore magna aliqua lorem ipsum dolor sit amet consectetur adipiscing elit sed do eiusmod tempor incididunt ut labore et dolore magna aliqua lorem ipsum dolor sit amet consectetur adipiscing elit sed do eiusmod tempor incididunt ut labore et dolore magna aliqua lorem ipsum dolor sit amet consectetur adipiscing elit sed do eiusmod tempor incididunt ut labore et dolore magna aliqua lorem ipsum dolor sit amet consectetur adipiscing elit sed do eiusmod tempor incididunt ut labore et dolore magna aliqua lorem ipsum dolor sit amet consectetur adipiscing elit sed do eiusmod tempor incididunt ut labore et dolore magna aliqua lorem ipsum dolor sit amet consectetur adipiscing elit sed do eiusmod tempor incididunt ut labore et dolore magna aliqua lorem ipsum dolor sit amet consectetur adipiscing elit sed do eiusmod tempor incididunt ut labore et dolore magna aliqua lorem ipsum dolor sit amet consectetur adipiscing elit sed do eiusmod tempor incididunt ut labore et dolore magna aliqua lorem ipsum dolor sit amet consectetur adipiscing elit sed do eiusmod tempor incididunt ut labore et dolore magna aliqua lorem ipsum dolor sit amet consectetur adipiscing elit sed do eiusmod tempor incididunt ut labore et dolore magna aliqua lorem ipsum dolor sit amet consectetur adipiscing elit sed do eiusmod tempor incididunt ut labore et dolore magna aliqua — [460, 66, 487, 2576]
article-paragraph: La legazione ottomana si è incaricata di smentire le voci secondo le quali la Porta avrebbe intavolato trattative di pace. — [232, 361, 332, 377]
